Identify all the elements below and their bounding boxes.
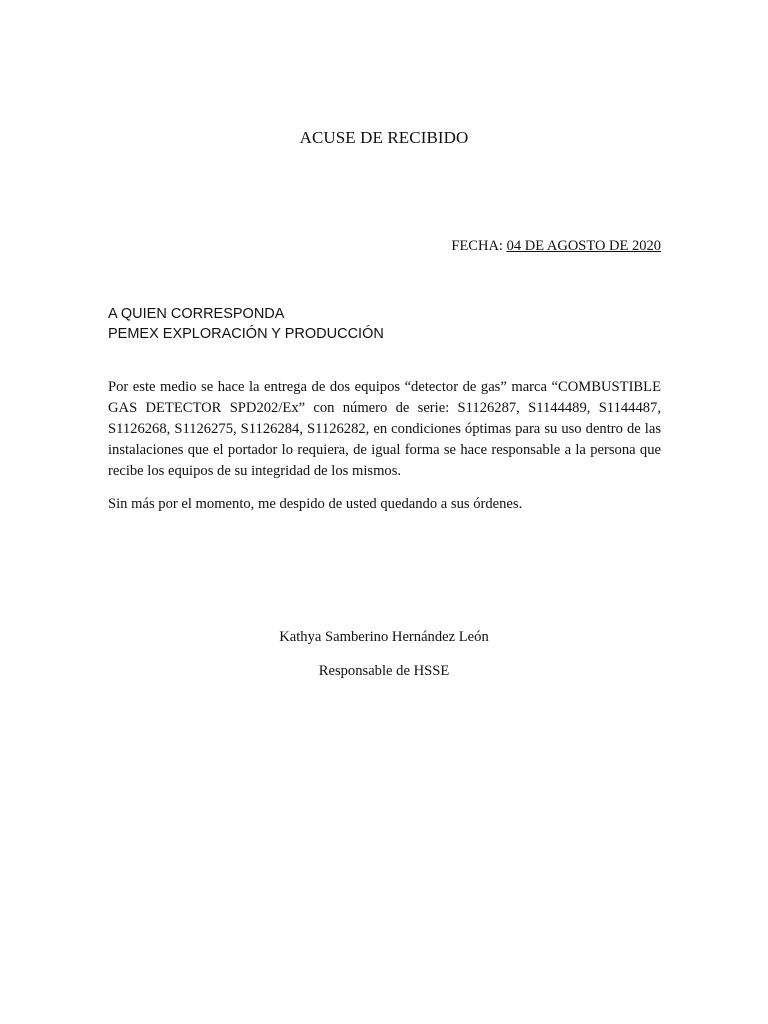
body-paragraph: Por este medio se hace la entrega de dos equipos “detector de gas” marca “COMBUSTIBLE GAS DETECTOR SPD202/Ex” con número de serie: S1126287, S1144489, S1144487, S1126268, S1126275, S1126284, S1126282, en condiciones óptimas para su uso dentro de las instalaciones que el portador lo requiera, de igual forma se hace responsable a la persona que recibe los equipos de su integridad de los mismos. — [108, 379, 661, 479]
recipient-block — [108, 304, 384, 344]
recipient-line-1: A QUIEN CORRESPONDA — [108, 306, 285, 322]
date-value: 04 DE AGOSTO DE 2020 — [506, 238, 661, 254]
date-line — [451, 238, 661, 255]
date-label: FECHA: — [451, 238, 503, 254]
closing-line: Sin más por el momento, me despido de usted quedando a sus órdenes. — [108, 496, 523, 512]
document-title: ACUSE DE RECIBIDO — [299, 128, 469, 147]
recipient-line-2: PEMEX EXPLORACIÓN Y PRODUCCIÓN — [108, 326, 384, 342]
signatory-role: Responsable de HSSE — [318, 663, 450, 679]
body-paragraph-block — [108, 377, 661, 482]
signatory-name: Kathya Samberino Hernández León — [279, 629, 489, 645]
